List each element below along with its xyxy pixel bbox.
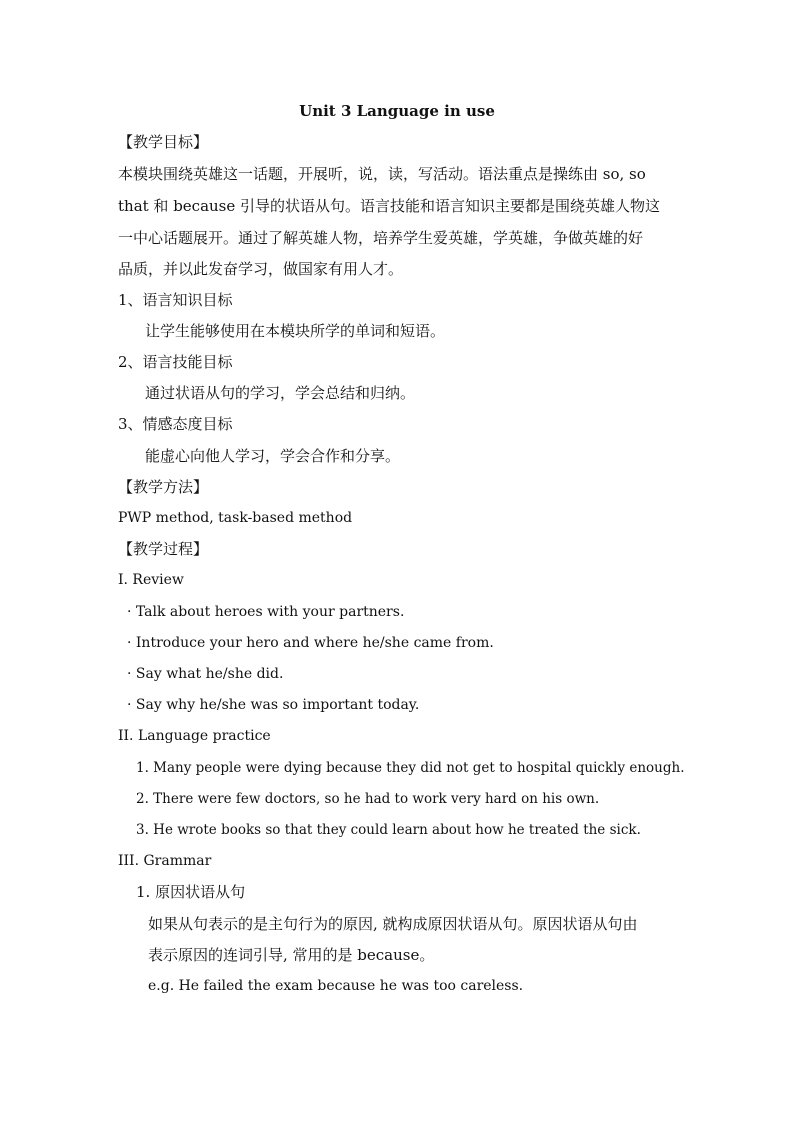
objective-3-text: 能虚心向他人学习，学会合作和分享。 — [145, 447, 401, 465]
review-item-1: · Talk about heroes with your partners. — [127, 604, 405, 620]
grammar-label: III. Grammar — [118, 853, 212, 869]
practice-item-3: 3. He wrote books so that they could learn about how he treated the sick. — [136, 822, 641, 838]
practice-item-2: 2. There were few doctors, so he had to work very hard on his own. — [136, 791, 600, 807]
review-item-3: · Say what he/she did. — [127, 666, 284, 682]
objective-1-label: 1、语言知识目标 — [118, 291, 233, 309]
grammar-example: e.g. He failed the exam because he was too careless. — [148, 978, 524, 994]
objectives-intro-line-4: 品质，并以此发奋学习，做国家有用人才。 — [118, 260, 404, 278]
objective-3-label: 3、情感态度目标 — [118, 415, 233, 433]
objectives-intro-line-2: that 和 because 引导的状语从句。语言技能和语言知识主要都是围绕英雄人物这 — [118, 197, 661, 215]
objectives-intro-line-3: 一中心话题展开。通过了解英雄人物，培养学生爱英雄，学英雄，争做英雄的好 — [118, 229, 644, 247]
process-heading: 【教学过程】 — [118, 540, 209, 558]
objectives-heading: 【教学目标】 — [118, 133, 209, 151]
objective-2-text: 通过状语从句的学习，学会总结和归纳。 — [145, 384, 416, 402]
objectives-intro-line-1: 本模块围绕英雄这一话题，开展听，说，读，写活动。语法重点是操练由 so, so — [118, 165, 646, 183]
review-label: I. Review — [118, 572, 184, 588]
objective-2-label: 2、语言技能目标 — [118, 353, 233, 371]
practice-label: II. Language practice — [118, 728, 271, 744]
grammar-desc-line-2: 表示原因的连词引导, 常用的是 because。 — [148, 946, 435, 964]
objective-1-text: 让学生能够使用在本模块所学的单词和短语。 — [145, 322, 446, 340]
page-title: Unit 3 Language in use — [299, 102, 495, 120]
grammar-desc-line-1: 如果从句表示的是主句行为的原因, 就构成原因状语从句。原因状语从句由 — [148, 915, 638, 933]
method-heading: 【教学方法】 — [118, 478, 209, 496]
review-item-2: · Introduce your hero and where he/she came from. — [127, 635, 494, 651]
grammar-sub-label: 1. 原因状语从句 — [136, 883, 246, 901]
method-text: PWP method, task-based method — [118, 510, 353, 526]
practice-item-1: 1. Many people were dying because they did not get to hospital quickly enough. — [136, 760, 685, 776]
review-item-4: · Say why he/she was so important today. — [127, 697, 420, 713]
